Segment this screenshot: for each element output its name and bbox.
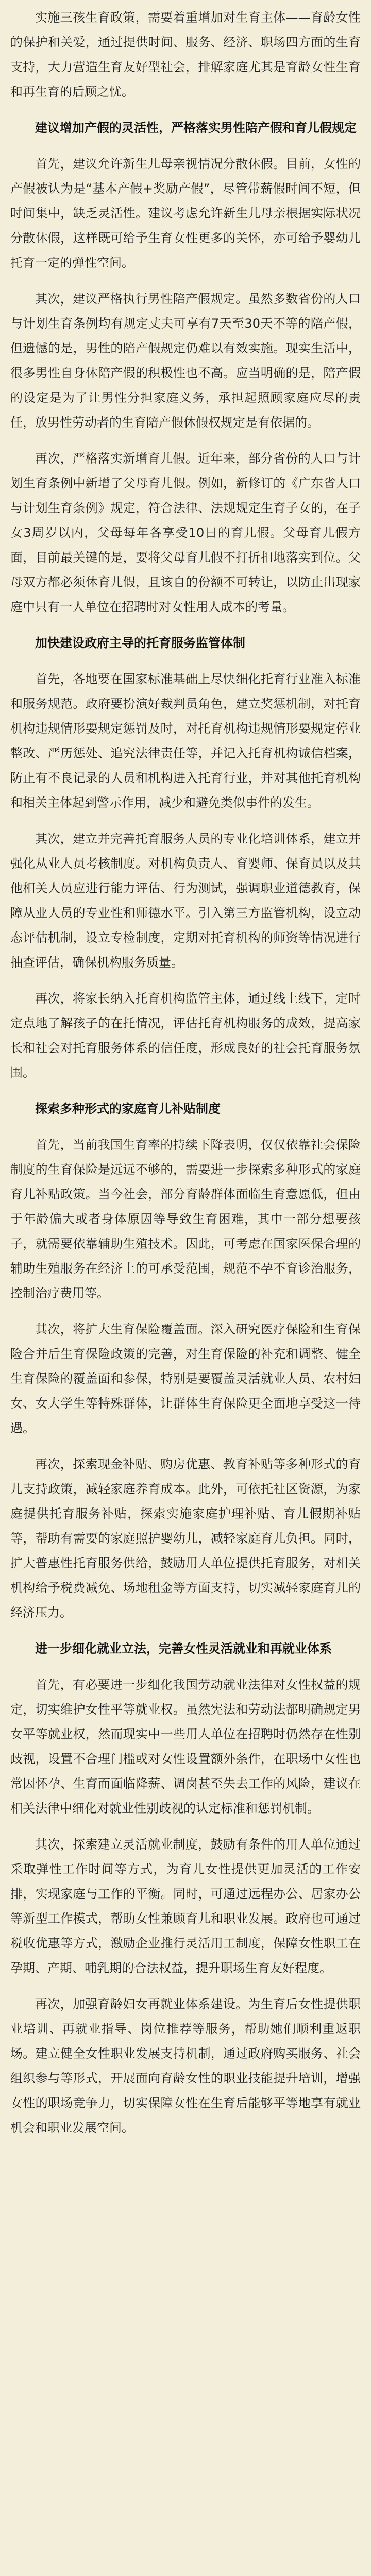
section-heading: 加快建设政府主导的托育服务监管体制 xyxy=(35,636,245,650)
paragraph: 实施三孩生育政策，需要着重增加对生育主体——育龄女性的保护和关爱，通过提供时间、服务、经济、职场四方面的生育支持，大力营造生育友好型社会，排解家庭尤其是育龄女性生育和再生育的后顾之忧。 xyxy=(10,10,361,99)
paragraph: 首先，有必要进一步细化我国劳动就业法律对女性权益的规定，切实维护女性平等就业权。虽然宪法和劳动法都明确规定男女平等就业权，然而现实中一些用人单位在招聘时仍然存在性别歧视，设置不合理门槛或对女性设置额外条件，在职场中女性也常因怀孕、生育而面临降薪、调岗甚至失去工作的风险，建议在相关法律中细化对就业性别歧视的认定标准和惩罚机制。 xyxy=(10,1677,361,1816)
paragraph: 再次，将家长纳入托育机构监管主体，通过线上线下，定时定点地了解孩子的在托情况，评估托育机构服务的成效，提高家长和社会对托育服务体系的信任度，形成良好的社会托育服务氛围。 xyxy=(10,991,361,1080)
paragraph: 再次，严格落实新增育儿假。近年来，部分省份的人口与计划生育条例中新增了父母育儿假。例如，新修订的《广东省人口与计划生育条例》规定，符合法律、法规规定生育子女的，在子女3周岁以内，父母每年各享受10日的育儿假。父母育儿假方面，目前最关键的是，要将父母育儿假不打折扣地落实到位。父母双方都必须休育儿假，且该自的份额不可转让，以防止出现家庭中只有一人单位在招聘时对女性用人成本的考量。 xyxy=(10,451,361,614)
section-heading: 探索多种形式的家庭育儿补贴制度 xyxy=(35,1101,221,1116)
paragraph: 再次，探索现金补贴、购房优惠、教育补贴等多种形式的育儿支持政策，减轻家庭养育成本。此外，可依托社区资源，为家庭提供托育服务补贴，探索实施家庭护理补贴、育儿假期补贴等，帮助有需要的家庭照护婴幼儿，减轻家庭育儿负担。同时，扩大普惠性托育服务供给，鼓励用人单位提供托育服务，对相关机构给予税费减免、场地租金等方面支持，切实减轻家庭育儿的经济压力。 xyxy=(10,1457,361,1620)
paragraph: 其次，建议严格执行男性陪产假规定。虽然多数省份的人口与计划生育条例均有规定丈夫可享有7天至30天不等的陪产假，但遗憾的是，男性的陪产假规定仍难以有效实施。现实生活中，很多男性自身休陪产假的积极性也不高。应当明确的是，陪产假的设定是为了让男性分担家庭义务，承担起照顾家庭应尽的责任，放男性劳动者的生育陪产假休假权规定是有依据的。 xyxy=(10,292,361,430)
section-childcare-supervision xyxy=(10,631,361,1085)
section-heading: 进一步细化就业立法，完善女性灵活就业和再就业体系 xyxy=(35,1641,332,1656)
paragraph: 首先，各地要在国家标准基础上尽快细化托育行业准入标准和服务规范。政府要扮演好裁判员角色，建立奖惩机制，对托育机构违规情形要规定惩罚及时，对托育机构违规情形要规定停业整改、严历惩处、追究法律责任等，并记入托育机构诚信档案，防止有不良记录的人员和机构进入托育行业，并对其他托育机构和相关主体起到警示作用，减少和避免类似事件的发生。 xyxy=(10,672,361,810)
paragraph: 其次，探索建立灵活就业制度，鼓励有条件的用人单位通过采取弹性工作时间等方式，为育儿女性提供更加灵活的工作安排，实现家庭与工作的平衡。同时，可通过远程办公、居家办公等新型工作模式，帮助女性兼顾育儿和职业发展。政府也可通过税收优惠等方式，激励企业推行灵活用工制度，保障女性职工在孕期、产期、哺乳期的合法权益，提升职场生育友好程度。 xyxy=(10,1837,361,1975)
paragraph: 其次，将扩大生育保险覆盖面。深入研究医疗保险和生育保险合并后生育保险政策的完善，对生育保险的补充和调整、健全生育保险的覆盖面和参保，特别是要覆盖灵活就业人员、农村妇女、女大学生等特殊群体，让群体生育保险更全面地享受这一待遇。 xyxy=(10,1322,361,1435)
section-employment xyxy=(10,1636,361,2140)
paragraph: 再次，加强育龄妇女再就业体系建设。为生育后女性提供职业培训、再就业指导、岗位推荐等服务，帮助她们顺利重返职场。建立健全女性职业发展支持机制，通过政府购买服务、社会组织参与等形式，开展面向育龄女性的职业技能提升培训，增强女性的职场竞争力，切实保障女性在生育后能够平等地享有就业机会和职业发展空间。 xyxy=(10,1997,361,2135)
paragraph: 首先，当前我国生育率的持续下降表明，仅仅依靠社会保险制度的生育保险是远远不够的，需要进一步探索多种形式的家庭育儿补贴政策。当今社会，部分育龄群体面临生育意愿低，但由于年龄偏大或者身体原因等导致生育困难，其中一部分想要孩子，就需要依靠辅助生殖技术。因此，可考虑在国家医保合理的辅助生殖服务在经济上的可承受范围，规范不孕不育诊治服务，控制治疗费用等。 xyxy=(10,1138,361,1300)
paragraph: 首先，建议允许新生儿母亲视情况分散休假。目前，女性的产假被认为是“基本产假+奖励产假”，尽管带薪假时间不短，但时间集中，缺乏灵活性。建议考虑允许新生儿母亲根据实际状况分散休假，这样既可给予生育女性更多的关怀，亦可给予婴幼儿托育一定的弹性空间。 xyxy=(10,157,361,270)
paragraph: 其次，建立并完善托育服务人员的专业化培训体系，建立并强化从业人员考核制度。对机构负责人、育婴师、保育员以及其他相关人员应进行能力评估、行为测试，强调职业道德教育，保障从业人员的专业性和师德水平。引入第三方监管机构，设立动态评估机制，设立专检制度，定期对托育机构的师资等情况进行抽查评估，确保机构服务质量。 xyxy=(10,832,361,970)
section-heading: 建议增加产假的灵活性，严格落实男性陪产假和育儿假规定 xyxy=(35,121,357,135)
section-childcare-subsidy xyxy=(10,1096,361,1625)
section-maternity-leave xyxy=(10,115,361,619)
intro-section xyxy=(10,5,361,104)
